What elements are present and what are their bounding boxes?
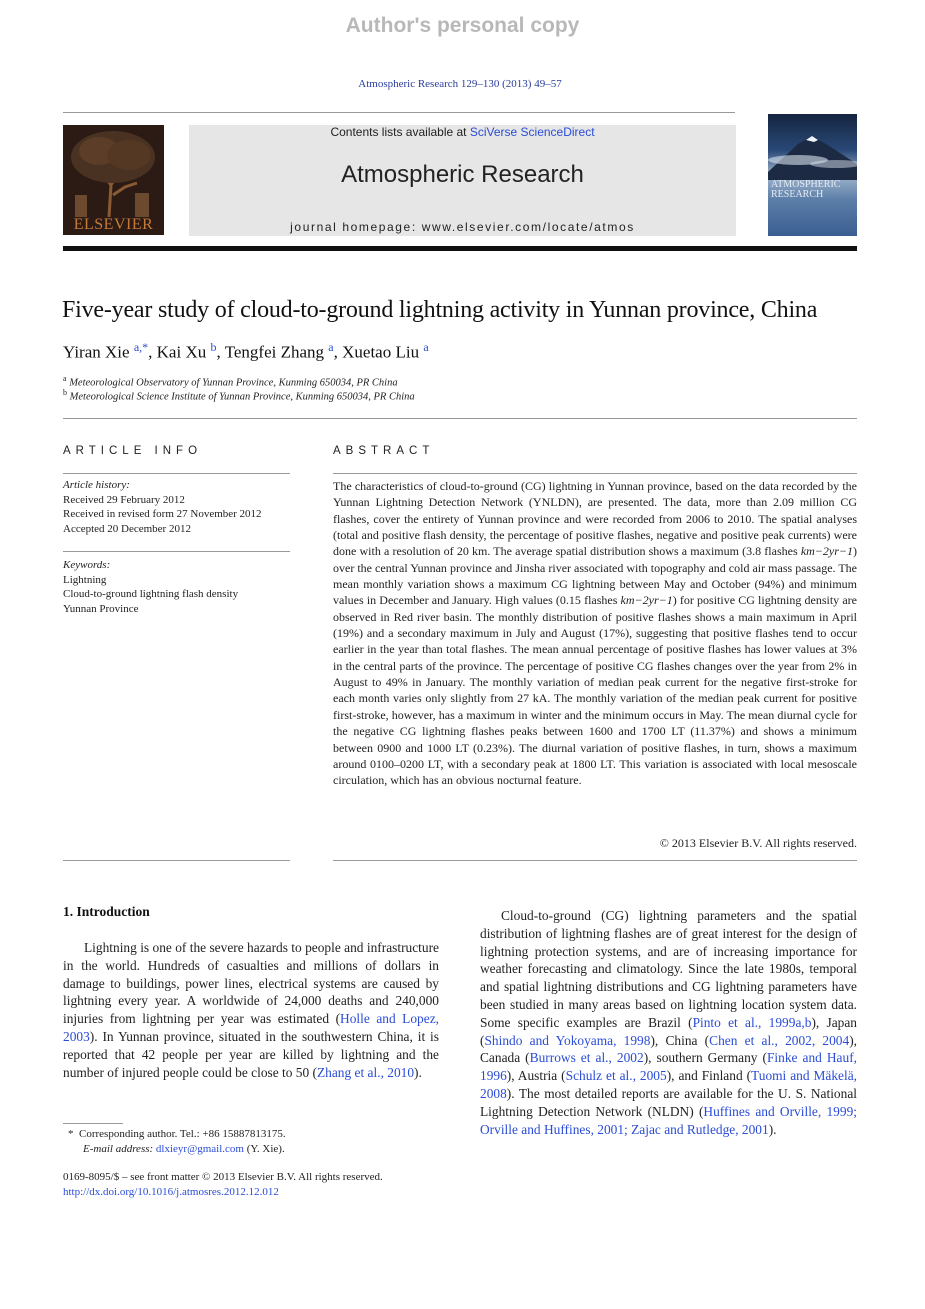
corresponding-text: Corresponding author. Tel.: +86 15887813175. [79, 1128, 286, 1140]
affiliation-mark: b [63, 388, 67, 397]
intro-paragraph-1 [63, 939, 439, 1081]
body-text-run: ), and Finland ( [666, 1068, 752, 1084]
email-footnote [83, 1142, 453, 1157]
body-text-run: ), southern Germany ( [643, 1050, 767, 1066]
abstract-bottom-rule [333, 860, 857, 861]
header-top-rule [63, 112, 735, 113]
doi-link[interactable]: http://dx.doi.org/10.1016/j.atmosres.2012.12.012 [63, 1186, 279, 1198]
section-heading-introduction: 1. Introduction [63, 904, 150, 919]
article-history [63, 478, 290, 536]
affiliation-rule [63, 418, 857, 419]
reference-link[interactable]: Holle and Lopez, 2003 [63, 1011, 439, 1044]
reference-link[interactable]: Schulz et al., 2005 [565, 1068, 667, 1084]
body-text-run: Lightning is one of the severe hazards to people and infrastructure in the world. Hundreds of casualties and millions of dollars in damage to buildings, power lines, electrical systems are caused by lightning every year. A worldwide of 24,000 deaths and 240,000 injuries from lightning per year was estimated ( [63, 940, 439, 1027]
email-label: E-mail address: [83, 1143, 154, 1155]
density-unit: km−2yr−1 [620, 593, 673, 608]
affiliation-text: Meteorological Science Institute of Yunnan Province, Kunming 650034, PR China [69, 391, 415, 403]
abstract-part: ) for positive CG lightning density are observed in Red river basin. The monthly distribution of positive flashes shows a main maximum in April (19%) and a secondary maximum in July and August (17%), suggesting that positive flashes tend to occur earlier in the year than total flashes. The mean annual percentage of positive flashes has lower values at 3% in the central parts of the province. The percentage of positive CG flashes changes over the year from 2% in August to 49% in January. The monthly variation of median peak current for the negative first-stroke for each month varies only slightly from 27 kA. The monthly variation of the median peak current for positive first-stroke, however, has a maximum in winter and the minimum occurs in May. The mean diurnal cycle for the negative CG lightning flashes peaks between 1600 and 1700 LT (11.37%) and shows a minimum between 0900 and 1000 LT (0.23%). The diurnal variation of positive flashes, in turn, shows a maximum around 0100–0200 LT, with a secondary peak at 1800 LT. This variation is associated with local mesoscale circulation, which has an obvious nocturnal feature. [333, 593, 857, 788]
abstract-part: The characteristics of cloud-to-ground (CG) lightning in Yunnan province, based on the data recorded by the Yunnan Lightning Detection Network (YNLDN), are presented. The data, more than 2.09 million CG flashes, cover the entirety of Yunnan province and were recorded from 2006 to 2010. The spatial analyses (total and positive flash density, the percentage of positive flashes, negative and positive peak currents) were done with a resolution of 20 km. The average spatial distribution shows a maximum (3.8 flashes [333, 479, 857, 559]
abstract-text [333, 478, 857, 789]
sciencedirect-link[interactable]: SciVerse ScienceDirect [469, 125, 595, 139]
keyword: Lightning [63, 573, 107, 586]
author-affiliation-mark[interactable]: b [210, 340, 217, 354]
author-name: Kai Xu [156, 342, 207, 362]
article-info-rule [63, 473, 290, 474]
article-info-heading: ARTICLE INFO [63, 445, 203, 457]
issn-line: 0169-8095/$ – see front matter © 2013 Elsevier B.V. All rights reserved. [63, 1171, 383, 1183]
abstract-copyright: © 2013 Elsevier B.V. All rights reserved. [659, 836, 857, 850]
footnote-rule [63, 1123, 123, 1124]
journal-homepage[interactable]: journal homepage: www.elsevier.com/locate/atmos [290, 220, 635, 234]
abstract-part: ) over the central Yunnan province and Jinsha river associated with topography and cold air mass passage. The mean monthly variation shows a maximum CG lightning between May and October (94%) and minimum values in December and January. High values (0.15 flashes [333, 544, 857, 608]
body-text-run: ). [768, 1121, 777, 1137]
reference-link[interactable]: Finke and Hauf, 1996 [480, 1050, 857, 1084]
history-received: Received 29 February 2012 [63, 493, 185, 506]
history-label: Article history: [63, 479, 130, 491]
cover-title: ATMOSPHERIC RESEARCH [771, 179, 841, 200]
abstract-heading: ABSTRACT [333, 445, 435, 457]
author-affiliation-mark[interactable]: a [423, 340, 429, 354]
contents-availability [189, 125, 736, 139]
reference-link[interactable]: Burrows et al., 2002 [529, 1050, 644, 1066]
tree-logo-icon [63, 125, 164, 217]
keyword: Cloud-to-ground lightning flash density [63, 588, 239, 601]
keywords-label: Keywords: [63, 559, 111, 571]
author-name: Tengfei Zhang [224, 342, 325, 362]
footnote-mark: * [68, 1128, 74, 1140]
intro-paragraph-2 [480, 907, 857, 1138]
body-text-run: ), China ( [650, 1032, 710, 1048]
author-name: Xuetao Liu [342, 342, 420, 362]
reference-link[interactable]: Shindo and Yokoyama, 1998 [484, 1032, 651, 1048]
elsevier-wordmark: ELSEVIER [73, 216, 154, 233]
history-revised: Received in revised form 27 November 2012 [63, 508, 262, 521]
watermark: Author's personal copy [345, 14, 580, 37]
density-unit: km−2yr−1 [800, 544, 853, 559]
history-accepted: Accepted 20 December 2012 [63, 522, 191, 535]
body-text-run: ), Japan ( [480, 1014, 857, 1048]
keywords [63, 558, 290, 616]
body-text-run: ). [414, 1064, 422, 1080]
keywords-rule [63, 551, 290, 552]
author-affiliation-mark[interactable]: a,* [133, 340, 149, 354]
author-affiliation-mark[interactable]: a [328, 340, 334, 354]
corresponding-author-footnote [68, 1127, 448, 1142]
body-text-run: ), Austria ( [506, 1068, 566, 1084]
mountain-cloud-icon [768, 114, 857, 180]
keyword: Yunnan Province [63, 602, 139, 615]
author-name: Yiran Xie [63, 342, 130, 362]
reference-link[interactable]: Zhang et al., 2010 [316, 1064, 415, 1080]
affiliation-text: Meteorological Observatory of Yunnan Province, Kunming 650034, PR China [69, 377, 398, 389]
article-info-bottom-rule [63, 860, 290, 861]
body-text-run: Cloud-to-ground (CG) lightning parameters and the spatial distribution of lightning flashes are of great interest for the design of lightning protection systems, and are of increasing importance for weather forecasting and climatology. Since the late 1980s, temporal and spatial lightning distributions and CG lightning parameters have been studied in many areas based on lightning location system data. Some specific examples are Brazil ( [480, 908, 857, 1030]
journal-cover-thumbnail[interactable] [768, 114, 857, 236]
body-text-run: ). The most detailed reports are available for the U. S. National Lightning Detection Network (NLDN) ( [480, 1085, 857, 1119]
abstract-rule [333, 473, 857, 474]
reference-link[interactable]: Chen et al., 2002, 2004 [709, 1032, 850, 1048]
paper-title: Five-year study of cloud-to-ground lightning activity in Yunnan province, China [62, 297, 818, 323]
reference-link[interactable]: Pinto et al., 1999a,b [692, 1014, 812, 1030]
body-text-run: ). In Yunnan province, situated in the southwestern China, it is reported that 42 people per year are killed by lightning and the number of injured people could be close to 50 ( [63, 1028, 439, 1080]
reference-link[interactable]: Huffines and Orville, 1999; Orville and Huffines, 2001; Zajac and Rutledge, 2001 [480, 1103, 857, 1137]
elsevier-logo[interactable] [63, 125, 164, 235]
contents-prefix: Contents lists available at [330, 125, 470, 139]
journal-name: Atmospheric Research [341, 161, 584, 188]
reference-link[interactable]: Tuomi and Mäkelä, 2008 [480, 1068, 857, 1101]
body-text-run: ), Canada ( [480, 1032, 858, 1066]
affiliation [63, 374, 398, 389]
email-link[interactable]: dlxieyr@gmail.com [155, 1143, 244, 1155]
author-list: Yiran Xie $^{a,*}$, Kai Xu $^b$, Tengfei Zhang $^a$, Xuetao Liu $^a$ [63, 340, 429, 362]
journal-citation[interactable]: Atmospheric Research 129–130 (2013) 49–57 [358, 78, 562, 90]
masthead-rule [63, 246, 857, 251]
affiliation-mark: a [63, 374, 67, 383]
email-suffix: (Y. Xie). [243, 1143, 285, 1155]
affiliation [63, 388, 415, 403]
